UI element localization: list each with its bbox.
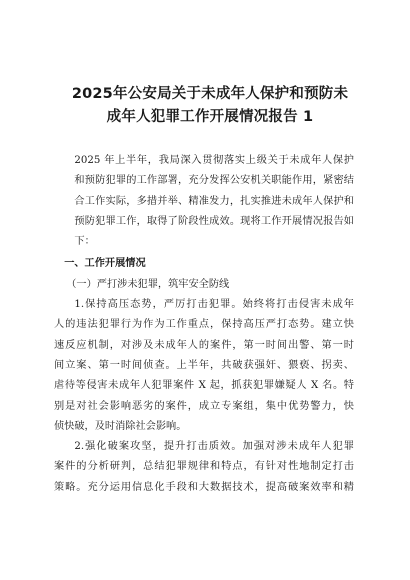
text-line: 2025 年上半年，我局深入贯彻落实上级关于未成年人保护 [74,155,354,166]
text-line: 策略。充分运用信息化手段和大数据技术，提高破案效率和精 [54,481,354,493]
text-line: 合工作实际，多措并举、精准发力，扎实推进未成年人保护和 [74,195,354,207]
text-line: 别是对社会影响恶劣的案件，成立专案组，集中优势警力，快 [54,400,354,412]
text-line: 和预防犯罪的工作部署，充分发挥公安机关职能作用，紧密结 [74,175,354,187]
intro-paragraph [54,151,354,252]
text-line: 虐待等侵害未成年人犯罪案件 X 起，抓获犯罪嫌疑人 X 名。特 [54,380,354,392]
item-1-paragraph [54,295,354,437]
section-heading: 一、工作开展情况 [64,258,146,270]
title-line-2: 成年人犯罪工作开展情况报告 1 [106,109,314,125]
title-line-1: 2025年公安局关于未成年人保护和预防未 [71,86,349,102]
text-line: 案件的分析研判，总结犯罪规律和特点，有针对性地制定打击 [54,461,354,473]
text-line: 2.强化破案攻坚，提升打击质效。加强对涉未成年人犯罪 [74,441,354,453]
text-line: 速反应机制，对涉及未成年人的案件，第一时间出警、第一时 [54,339,354,351]
text-line: 预防犯罪工作，取得了阶段性成效。现将工作开展情况报告如 [74,215,354,227]
text-line: 下： [74,236,95,248]
document-title [60,83,360,129]
document-body [54,151,354,498]
subsection-heading: （一）严打涉未犯罪，筑牢安全防线 [66,278,230,290]
text-line: 间立案、第一时间侦查。上半年，共破获强奸、猥亵、拐卖、 [54,359,354,371]
text-line: 侦快破，及时消除社会影响。 [54,420,187,432]
text-line: 人的违法犯罪行为作为工作重点，保持高压严打态势。建立快 [54,319,354,331]
text-line: 1.保持高压态势，严厉打击犯罪。始终将打击侵害未成年 [74,299,354,311]
item-2-paragraph [54,437,354,498]
